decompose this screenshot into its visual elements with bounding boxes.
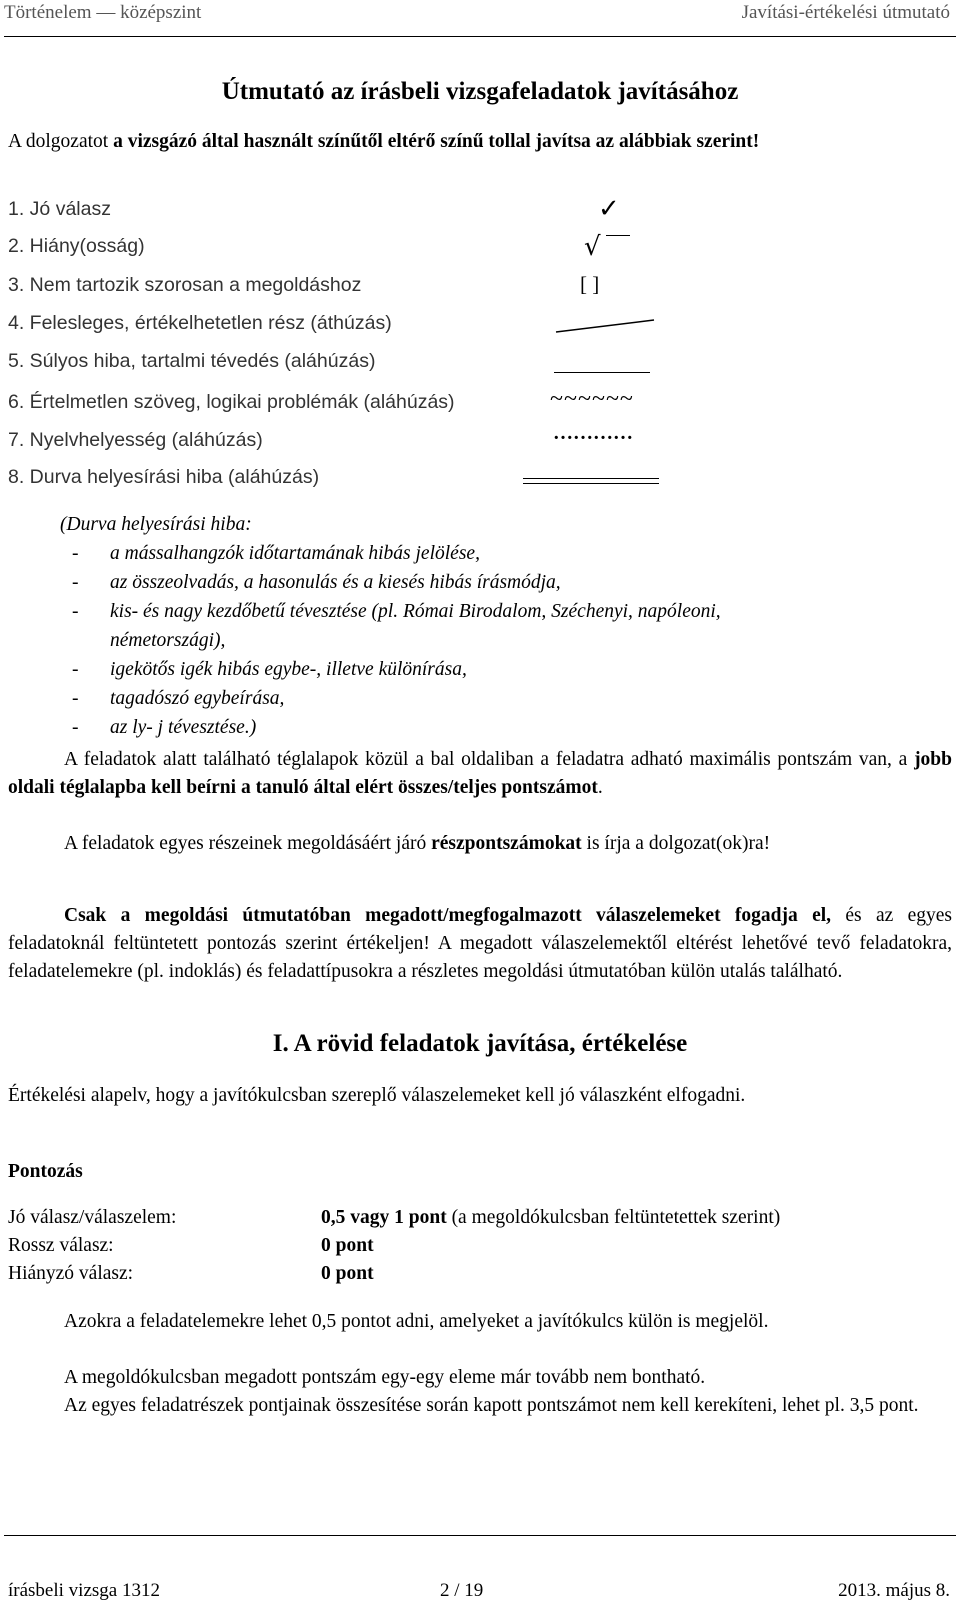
- radical-icon: √: [584, 232, 601, 262]
- list-item: - kis- és nagy kezdőbetű tévesztése (pl. Római Birodalom, Széchenyi, napóleoni,: [72, 601, 721, 622]
- list-item: - a mássalhangzók időtartamának hibás jelölése,: [72, 543, 480, 564]
- underline-icon: [554, 372, 650, 373]
- partial-scores-paragraph: A feladatok egyes részeinek megoldásáért járó részpontszámokat is írja a dolgozat(ok)ra!: [64, 833, 771, 854]
- header-divider: [4, 36, 956, 37]
- list-item: - az ly- j tévesztése.): [72, 717, 257, 738]
- half-point-paragraph: Azokra a feladatelemekre lehet 0,5 pontot adni, amelyeket a javítókulcs külön is megjelöl.: [64, 1311, 769, 1332]
- intro-text: A dolgozatot: [8, 131, 114, 152]
- mark-label-1: 1. Jó válasz: [8, 198, 111, 220]
- intro-paragraph: [8, 128, 952, 156]
- scoring-boxes-paragraph: A feladatok alatt található téglalapok közül a bal oldaliban a feladatra adható maximális pontszám van, a jobb oldali téglalapba kell beírni a tanuló által elért összes/teljes pontszámot.: [8, 749, 952, 798]
- rounding-paragraph: Az egyes feladatrészek pontjainak összesítése során kapott pontszámot nem kell kerekíteni, lehet pl. 3,5 pont.: [64, 1395, 919, 1416]
- spelling-error-heading: (Durva helyesírási hiba:: [60, 514, 252, 535]
- header-subject: Történelem — középszint: [4, 2, 202, 23]
- checkmark-icon: ✓: [598, 194, 620, 224]
- page-footer: [0, 1535, 960, 1609]
- list-item: - igekötős igék hibás egybe-, illetve különírása,: [72, 659, 467, 680]
- mark-label-2: 2. Hiány(osság): [8, 235, 145, 257]
- list-item: - az összeolvadás, a hasonulás és a kiesés hibás írásmódja,: [72, 572, 561, 593]
- pontozas-heading: Pontozás: [8, 1161, 83, 1182]
- footer-divider: [4, 1535, 956, 1536]
- page-title: Útmutató az írásbeli vizsgafeladatok javításához: [221, 78, 739, 105]
- header-doc-type: Javítási-értékelési útmutató: [741, 2, 950, 23]
- page-number: 2 / 19: [440, 1580, 484, 1601]
- strikethrough-line-icon: [554, 316, 658, 341]
- footer-exam-code: írásbeli vizsga 1312: [8, 1580, 160, 1601]
- list-item-continuation: németországi),: [110, 630, 226, 651]
- double-underline-icon: [523, 478, 659, 484]
- evaluation-principle: Értékelési alapelv, hogy a javítókulcsban szereplő válaszelemeket kell jó válaszként elfogadni.: [8, 1085, 746, 1106]
- mark-label-7: 7. Nyelvhelyesség (aláhúzás): [8, 429, 263, 451]
- intro-bold-text: a vizsgázó által használt színűtől eltérő színű tollal javítsa az alábbiak szerint!: [113, 131, 760, 152]
- dotted-underline-icon: …………: [553, 422, 633, 444]
- indivisible-paragraph: A megoldókulcsban megadott pontszám egy-egy eleme már tovább nem bontható.: [64, 1367, 706, 1388]
- wavy-underline-icon: ~~~~~~: [550, 386, 634, 412]
- mark-label-5: 5. Súlyos hiba, tartalmi tévedés (aláhúzás): [8, 350, 376, 372]
- section-title: I. A rövid feladatok javítása, értékelése: [272, 1030, 688, 1057]
- mark-label-6: 6. Értelmetlen szöveg, logikai problémák (aláhúzás): [8, 391, 455, 413]
- mark-label-3: 3. Nem tartozik szorosan a megoldáshoz: [8, 274, 362, 296]
- mark-label-4: 4. Felesleges, értékelhetetlen rész (áthúzás): [8, 312, 392, 334]
- brackets-icon: [ ]: [580, 272, 600, 296]
- list-item: - tagadószó egybeírása,: [72, 688, 285, 709]
- answer-elements-paragraph: Csak a megoldási útmutatóban megadott/megfogalmazott válaszelemeket fogadja el, és az egyes feladatoknál feltüntetett pontozás szerint értékeljen! A megadott válaszelemektől eltérést lehetővé tevő feladatokra, feladatelemekre (pl. indoklás) és feladattípusokra a részletes megoldási útmutatóban külön utalás található.: [8, 905, 953, 982]
- page-header: [0, 0, 960, 40]
- footer-date: 2013. május 8.: [838, 1580, 950, 1601]
- mark-label-8: 8. Durva helyesírási hiba (aláhúzás): [8, 466, 320, 488]
